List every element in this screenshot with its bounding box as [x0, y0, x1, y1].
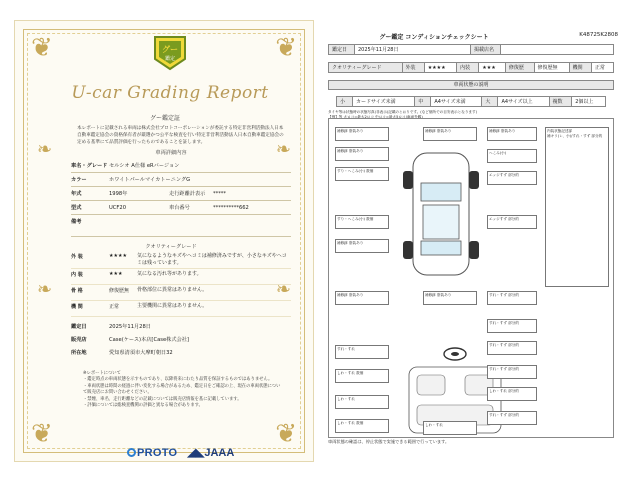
- dealer-label: 販売店: [71, 336, 87, 343]
- sheet-engine-label: 機関: [569, 63, 591, 73]
- ornament-left-vine-icon: ❧: [37, 139, 53, 160]
- car-top-view-icon: [401, 149, 481, 279]
- damage-cell: 補修跡 塗装あり: [335, 239, 389, 253]
- size-multiple-label: 複数: [549, 97, 572, 107]
- damage-cell: しわ・すれ 数個: [335, 369, 389, 383]
- quality-stars: 修復歴無: [109, 288, 130, 294]
- damage-cell: 補修跡 塗装あり: [335, 291, 389, 305]
- damage-cell: すれ・すず 部分的: [487, 319, 537, 333]
- dealer-value: Case(ケース)本店[Case株式会社]: [109, 336, 189, 343]
- sheet-frame-value: 修復歴無: [534, 63, 569, 73]
- color-label: カラー: [71, 177, 87, 183]
- size-medium-desc: A4サイズ未満: [431, 97, 482, 107]
- grading-certificate: [14, 20, 314, 462]
- damage-cell: 補修跡 塗装あり: [423, 127, 477, 141]
- damage-cell: エッジすず 部分的: [487, 215, 537, 229]
- damage-cell: しわ・すれ 部分的: [487, 387, 537, 401]
- color-value: ホワイトパールマイカトーニングG: [109, 177, 191, 183]
- size-large-label: 大: [482, 97, 498, 107]
- ornament-left-vine-icon: ❧: [37, 279, 53, 300]
- ornament-bottom-left-icon: ❦: [31, 419, 53, 449]
- address-row: [71, 345, 291, 359]
- ornament-top-left-icon: ❦: [31, 33, 53, 63]
- footer-logos: [127, 446, 234, 459]
- damage-cell: 補修跡 塗装あり: [335, 127, 389, 141]
- damage-cell: へこみ(小): [487, 149, 537, 163]
- damage-cell: しわ・すれ 数個: [335, 419, 389, 433]
- damage-cell: しわ・すれ: [423, 421, 477, 435]
- sheet-int-value: ★★★: [479, 63, 506, 73]
- model-label: 型式: [71, 205, 82, 211]
- size-small-label: 小: [337, 97, 353, 107]
- sheet-code: K48725K2808: [579, 32, 618, 38]
- sheet-date-value: 2025年11月28日: [355, 45, 471, 55]
- quality-row-exterior: [71, 253, 291, 269]
- quality-label: 内 装: [71, 272, 83, 278]
- jaaa-logo-text: JAAA: [204, 447, 235, 459]
- quality-row-frame: [71, 287, 291, 301]
- sheet-int-label: 内装: [457, 63, 479, 73]
- dealer-row: [71, 332, 291, 346]
- sheet-ext-label: 外装: [402, 63, 424, 73]
- quality-stars: ★★★★: [109, 253, 127, 259]
- ornament-bottom-right-icon: ❦: [275, 419, 297, 449]
- ornament-right-vine-icon: ❧: [275, 279, 291, 300]
- year-value: 1998年: [109, 191, 128, 197]
- sheet-title: グー鑑定 コンディションチェックシート: [379, 34, 489, 41]
- damage-cell: エッジすず 部分的: [487, 171, 537, 185]
- ornament-right-vine-icon: ❧: [275, 139, 291, 160]
- sheet-shop-label: 掲載店名: [471, 45, 501, 55]
- quality-description: 気になるようなキズやヘコミは補修済みですが、小さなキズやヘコミは残っています。: [137, 253, 287, 266]
- jaaa-mark-icon: ◢◣: [187, 447, 205, 459]
- odometer-label: 走行距離計表示: [169, 191, 206, 197]
- quality-section-heading: クオリティーグレード: [145, 244, 197, 250]
- damage-cell: すり・へこみ(小) 数個: [335, 215, 389, 229]
- sheet-ext-value: ★★★★: [424, 63, 456, 73]
- state-description-heading: 車両状態の説明: [328, 80, 614, 90]
- quality-label: 機 関: [71, 304, 83, 310]
- proto-mark-icon: [127, 448, 136, 457]
- report-notes: [83, 371, 283, 409]
- damage-cell: すれ・すず 部分的: [487, 291, 537, 305]
- sheet-grade-label: クオリティーグレード: [329, 63, 403, 73]
- damage-cell: しわ・すれ: [335, 395, 389, 409]
- damage-cell: すれ・すず 部分的: [487, 411, 537, 425]
- sheet-engine-value: 正常: [591, 63, 613, 73]
- notes-title: ※レポートについて: [83, 371, 121, 376]
- quality-label: 骨 格: [71, 288, 83, 294]
- remarks-label: 備考: [71, 219, 82, 225]
- proto-logo: [127, 447, 177, 459]
- quality-stars: 正常: [109, 304, 120, 310]
- odometer-value: *****: [213, 190, 226, 197]
- quality-description: 主要機関に異常はありません。: [137, 303, 208, 309]
- grade-value: セルシオ A仕様 eRバージョン: [109, 163, 180, 169]
- vehicle-remarks-row: [71, 215, 291, 237]
- damage-cell: すり・へこみ(小) 数個: [335, 167, 389, 181]
- grade-label: 車名・グレード: [71, 163, 108, 169]
- vehicle-damage-diagram: [328, 118, 614, 438]
- report-subtitle: グー鑑定証: [149, 115, 180, 122]
- address-label: 所在地: [71, 349, 87, 356]
- sheet-date-label: 鑑定日: [329, 45, 355, 55]
- inspection-date-value: 2025年11月28日: [109, 323, 151, 330]
- inspection-date-row: [71, 319, 291, 333]
- inspection-date-label: 鑑定日: [71, 323, 87, 330]
- damage-cell: 補修跡 塗装あり: [335, 147, 389, 161]
- damage-cell: すれ・すれ: [335, 345, 389, 359]
- vin-value: **********662: [213, 204, 249, 211]
- sheet-footer-note: 車両状態の確認は、停止状態で実施できる範囲で行っています。: [328, 439, 450, 444]
- svg-text:鑑定: 鑑定: [164, 56, 176, 62]
- vehicle-model-row: [71, 201, 291, 215]
- svg-text:グー: グー: [162, 45, 178, 54]
- year-label: 年式: [71, 191, 82, 197]
- steering-wheel-icon: [443, 347, 467, 361]
- damage-size-table: [336, 96, 606, 107]
- size-medium-label: 中: [415, 97, 431, 107]
- quality-stars: ★★★: [109, 271, 123, 277]
- sheet-header-table: [328, 44, 614, 55]
- proto-logo-text: PROTO: [137, 446, 178, 459]
- vehicle-section-heading: 車両詳細内容: [155, 150, 187, 156]
- quality-label: 外 装: [71, 254, 83, 260]
- quality-row-engine: [71, 303, 291, 317]
- sheet-shop-value: [501, 45, 614, 55]
- quality-description: 骨格部位に異常はありません。: [137, 287, 208, 293]
- size-multiple-desc: 2個以上: [572, 97, 606, 107]
- damage-cell: すれ・すず 部分的: [487, 365, 537, 379]
- quality-description: 気になる汚れ等があります。: [137, 271, 202, 277]
- notes-body: ・鑑定時点の車両状態を示すものであり、以降将来にわたり品質を保証するものではありません。 ・車両状態は時間の経過に伴い変化する場合があるため、鑑定日をご確認の上、現在の車両状態について販売店にお問い合わせください。 ・禁煙、車名、走行距離などの記載については販売店情報を基に記載しています。 ・評価については総検査機関の評価と異なる場合があります。: [83, 377, 281, 409]
- vehicle-grade-row: [71, 159, 291, 173]
- damage-cell: 補修跡 塗装あり: [423, 291, 477, 305]
- model-value: UCF20: [109, 204, 127, 211]
- jaaa-logo: [187, 446, 234, 459]
- quality-row-interior: [71, 271, 291, 285]
- sheet-frame-label: 修復歴: [505, 63, 534, 73]
- size-small-desc: カードサイズ未満: [353, 97, 415, 107]
- certification-statement: 本レポートに記載される車両は株式会社プロトコーポレーションが委託する特定非営利活動法人日本自動車鑑定協会の資格保有者が厳選かつ公平な検査を行い特定非営利活動法人日本自動車鑑定協会の定める基準にて品質評価を行ったものであることを証します。: [77, 126, 284, 145]
- damage-cell: 補修跡 塗装あり: [487, 127, 537, 141]
- vehicle-color-row: [71, 173, 291, 187]
- condition-check-sheet: [324, 28, 618, 448]
- report-title: U-car Grading Report: [71, 83, 269, 103]
- size-legend: タイヤ等は状態時の状態写真(非表示)記載のとおりです。(など個所での目安表示となります) 【例】等 大ロコ=最大2ロコ 中ロコ=最大5ロコ(車両外観): [328, 110, 477, 119]
- interior-note-box: 内装状態記述部 補キリ(レ、小)/すれ・すず 部分的: [545, 127, 609, 287]
- damage-cell: すれ・すず 部分的: [487, 341, 537, 355]
- vin-label: 車台番号: [169, 205, 190, 211]
- vehicle-year-row: [71, 187, 291, 201]
- address-value: 愛知県清須市大摩町朝日32: [109, 349, 173, 356]
- size-large-desc: A4サイズ以上: [498, 97, 549, 107]
- ornament-top-right-icon: ❦: [275, 33, 297, 63]
- sheet-grade-table: [328, 62, 614, 73]
- goo-seal-logo: [153, 35, 187, 71]
